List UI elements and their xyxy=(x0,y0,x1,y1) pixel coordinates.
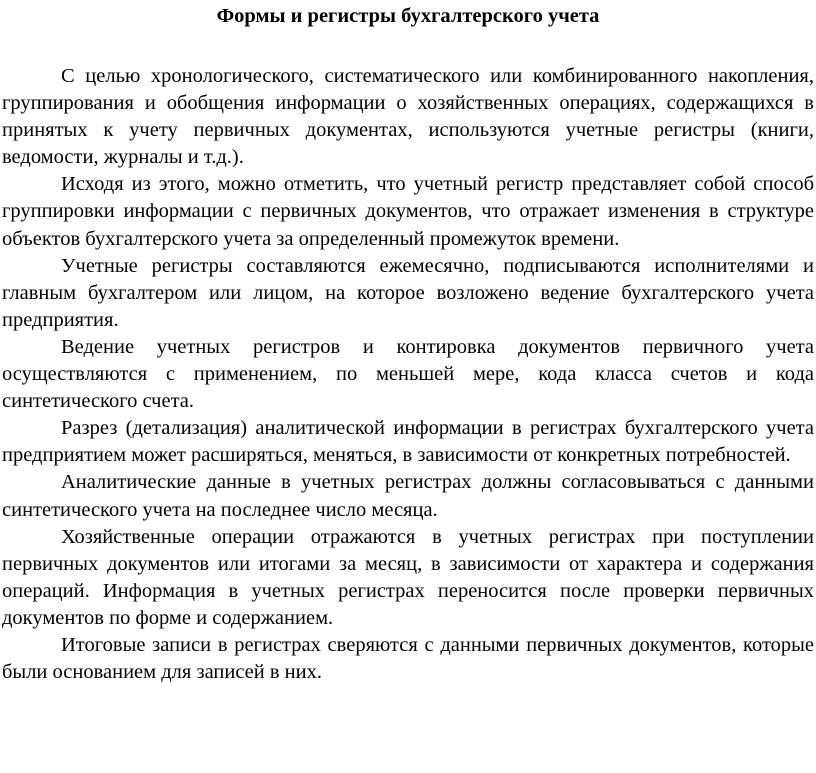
paragraph-8: Итоговые записи в регистрах сверяются с данными первичных документов, которые были основанием для записей в них. xyxy=(2,633,814,684)
paragraph-1: С целью хронологического, систематического или комбинированного накопления, группирования и обобщения информации о хозяйственных операциях, содержащихся в принятых к учету первичных документах, используются учетные регистры (книги, ведомости, журналы и т.д.). xyxy=(2,65,814,169)
paragraph-7: Хозяйственные операции отражаются в учетных регистрах при поступлении первичных документов или итогами за месяц, в зависимости от характера и содержания операций. Информация в учетных регистрах переносится после проверки первичных документов по форме и содержанием. xyxy=(2,525,814,629)
paragraph-6: Аналитические данные в учетных регистрах должны согласовываться с данными синтетического учета на последнее число месяца. xyxy=(2,471,814,521)
paragraph-5: Разрез (детализация) аналитической информации в регистрах бухгалтерского учета предприятием может расширяться, меняться, в зависимости от конкретных потребностей. xyxy=(2,417,814,467)
document-body xyxy=(2,63,814,686)
paragraph-4: Ведение учетных регистров и контировка документов первичного учета осуществляются с применением, по меньшей мере, кода класса счетов и кода синтетического счета. xyxy=(2,335,814,413)
paragraph-3: Учетные регистры составляются ежемесячно, подписываются исполнителями и главным бухгалтером или лицом, на которое возложено ведение бухгалтерского учета предприятия. xyxy=(2,254,814,331)
document-title: Формы и регистры бухгалтерского учета xyxy=(216,5,600,27)
paragraph-2: Исходя из этого, можно отметить, что учетный регистр представляет собой способ группировки информации с первичных документов, что отражает изменения в структуре объектов бухгалтерского учета за определенный промежуток времени. xyxy=(2,173,814,250)
